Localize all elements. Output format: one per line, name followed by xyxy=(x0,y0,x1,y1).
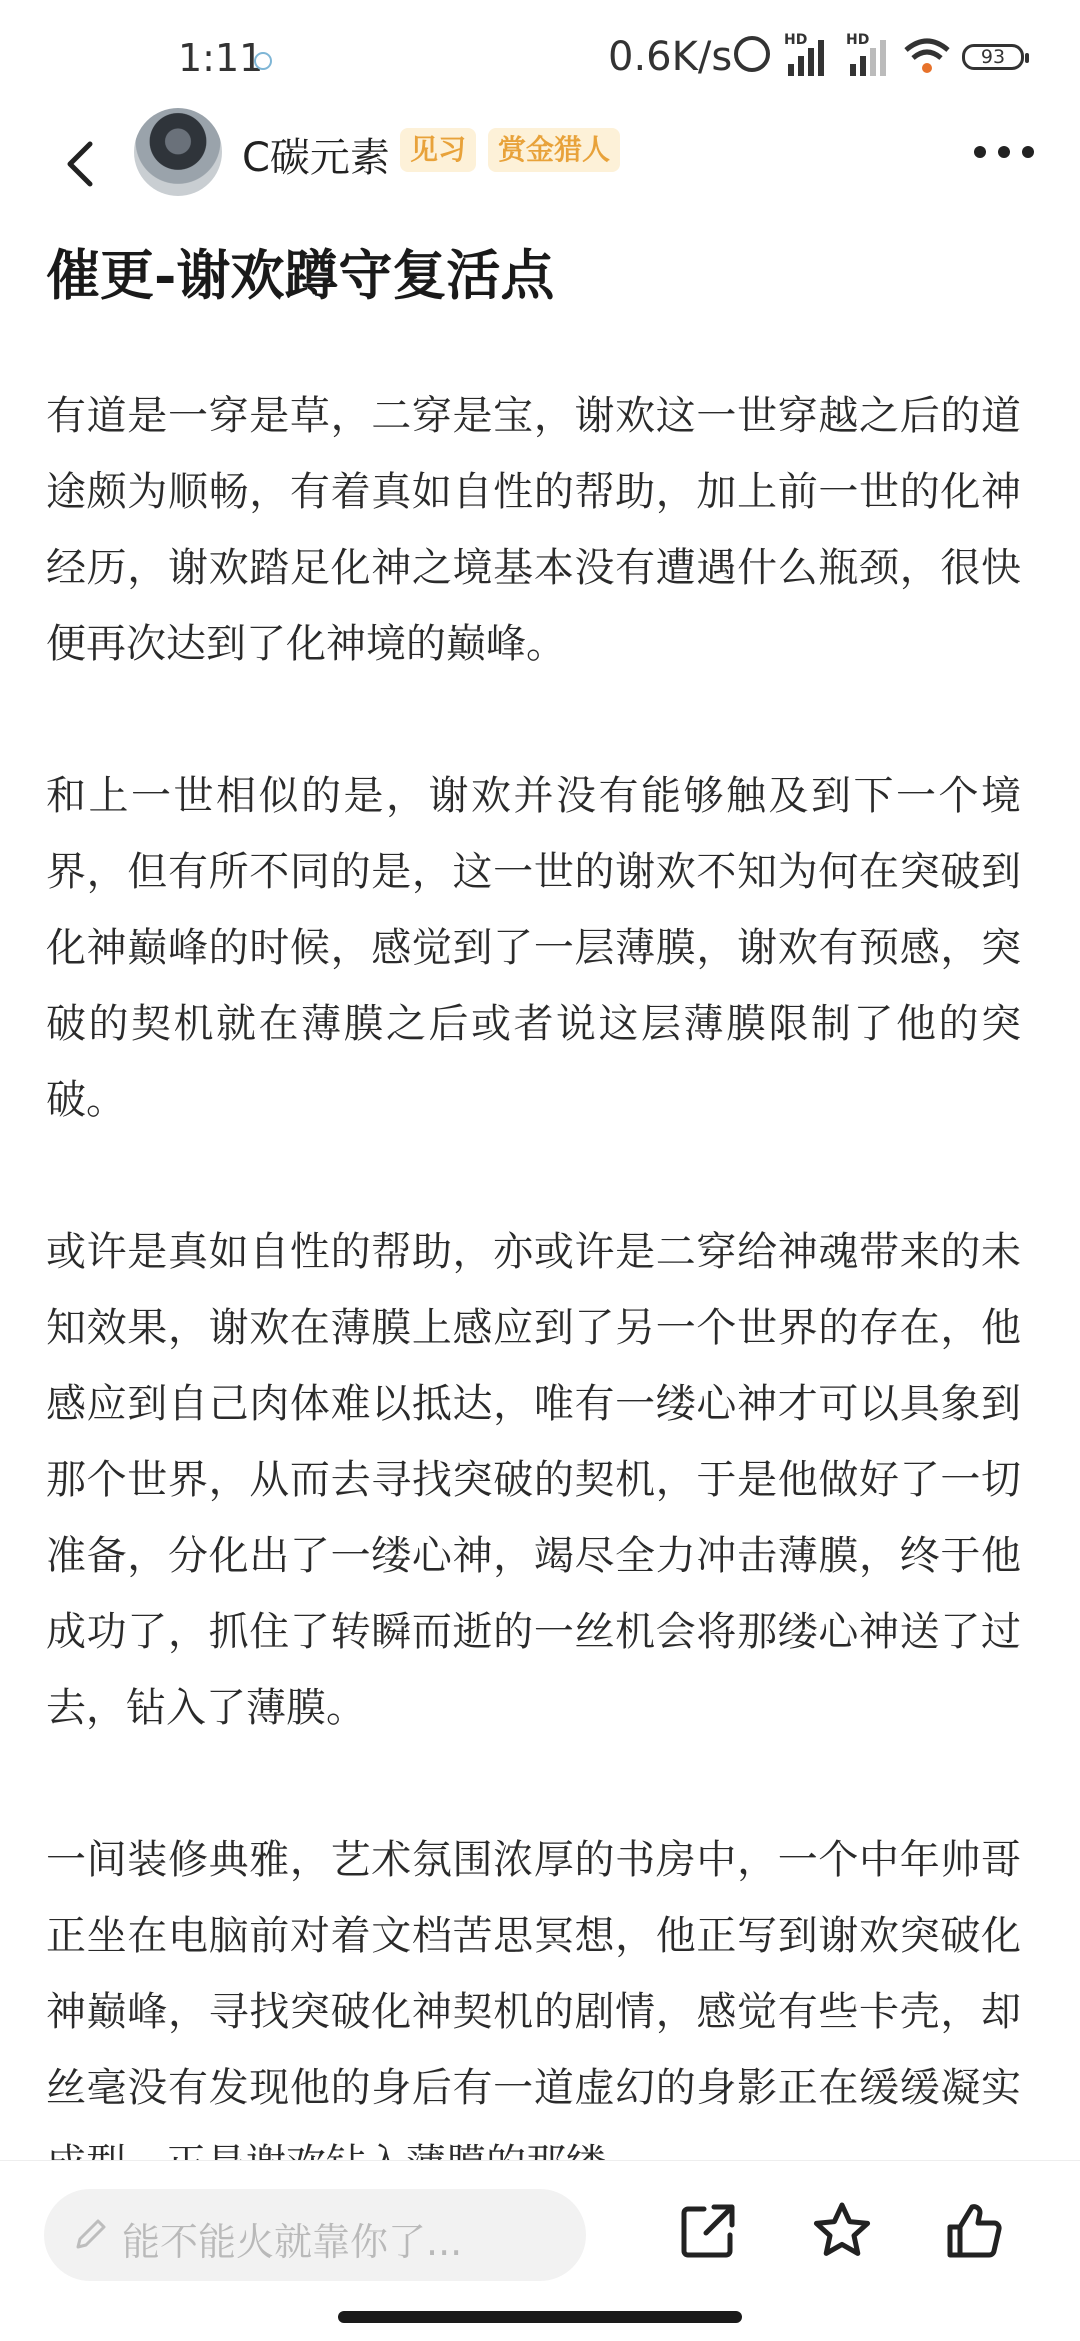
wifi-icon xyxy=(902,36,952,76)
star-icon[interactable] xyxy=(810,2199,874,2263)
article-title: 催更-谢欢蹲守复活点 xyxy=(46,243,555,307)
more-dots-icon[interactable] xyxy=(974,146,1034,166)
signal-icon xyxy=(784,32,826,76)
back-arrow-icon[interactable] xyxy=(52,134,112,194)
signal-icon xyxy=(846,32,888,76)
thumbs-up-icon[interactable] xyxy=(942,2199,1006,2263)
network-speed: 0.6K/s xyxy=(608,34,733,80)
home-indicator[interactable] xyxy=(338,2311,742,2323)
status-bar xyxy=(0,0,1080,120)
comment-input[interactable] xyxy=(44,2189,586,2281)
hd-label: HD xyxy=(784,32,808,48)
pencil-icon xyxy=(70,2215,110,2255)
battery-icon: 93 xyxy=(962,44,1024,70)
paragraph: 有道是一穿是草，二穿是宝，谢欢这一世穿越之后的道途颇为顺畅，有着真如自性的帮助，加上前一世的化神经历，谢欢踏足化神之境基本没有遭遇什么瓶颈，很快便再次达到了化神境的巅峰。 xyxy=(46,393,1021,667)
paragraph: 或许是真如自性的帮助，亦或许是二穿给神魂带来的未知效果，谢欢在薄膜上感应到了另一个世界的存在，他感应到自己肉体难以抵达，唯有一缕心神才可以具象到那个世界，从而去寻找突破的契机，于是他做好了一切准备，分化出了一缕心神，竭尽全力冲击薄膜，终于他成功了，抓住了转瞬而逝的一丝机会将那缕心神送了过去，钻入了薄膜。 xyxy=(46,1229,1021,1731)
badge-trainee: 见习 xyxy=(400,128,476,172)
hd-label: HD xyxy=(846,32,870,48)
sync-icon xyxy=(254,52,272,70)
badge-bounty-hunter: 赏金猎人 xyxy=(488,128,620,172)
alarm-icon xyxy=(734,36,770,72)
paragraph: 一间装修典雅，艺术氛围浓厚的书房中，一个中年帅哥正坐在电脑前对着文档苦思冥想，他正写到谢欢突破化神巅峰，寻找突破化神契机的剧情，感觉有些卡壳，却丝毫没有发现他的身后有一道虚幻的身影正在缓缓凝实 xyxy=(46,1837,1021,2111)
article-body xyxy=(46,378,1021,2160)
author-name[interactable]: C碳元素 xyxy=(242,135,390,181)
avatar[interactable] xyxy=(134,108,222,196)
bottom-action-bar xyxy=(0,2160,1080,2341)
status-time: 1:11 xyxy=(178,36,264,80)
paragraph: 和上一世相似的是，谢欢并没有能够触及到下一个境界，但有所不同的是，这一世的谢欢不知为何在突破到化神巅峰的时候，感觉到了一层薄膜，谢欢有预感，突破的契机就在薄膜之后或者说这层薄膜限制了他的突破。 xyxy=(46,773,1021,1123)
top-nav xyxy=(0,108,1080,228)
comment-placeholder: 能不能火就靠你了... xyxy=(122,2220,463,2264)
share-icon[interactable] xyxy=(676,2199,740,2263)
